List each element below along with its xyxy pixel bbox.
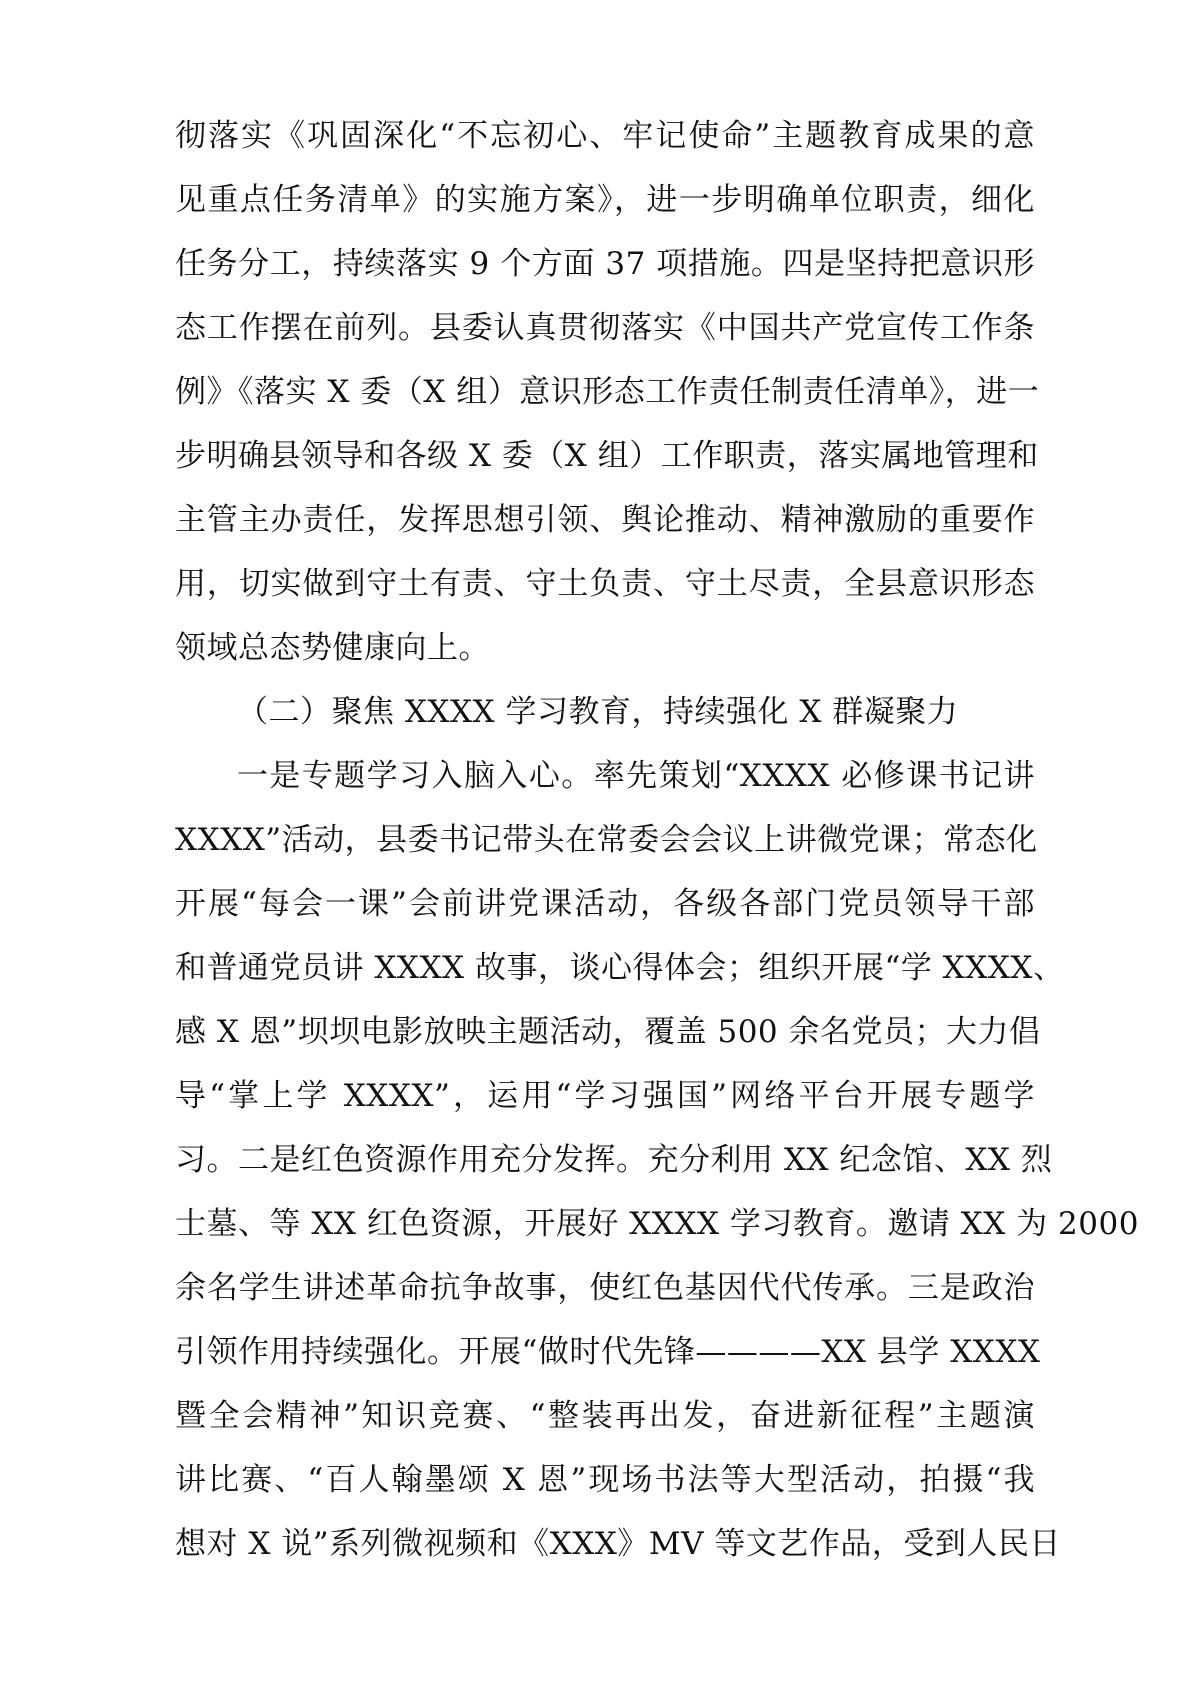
text-line: 余名学生讲述革命抗争故事，使红色基因代代传承。三是政治 bbox=[175, 1270, 1035, 1306]
text-line: 习。二是红色资源作用充分发挥。充分利用 XX 纪念馆、XX 烈 bbox=[175, 1142, 1053, 1178]
text-line: 主管主办责任，发挥思想引领、舆论推动、精神激励的重要作 bbox=[175, 502, 1035, 538]
paragraph-first-line: 一是专题学习入脑入心。率先策划“XXXX 必修课书记讲 bbox=[237, 758, 1035, 794]
text-line: 暨全会精神”知识竞赛、“整装再出发，奋进新征程”主题演 bbox=[175, 1398, 1035, 1434]
text-line: 开展“每会一课”会前讲党课活动，各级各部门党员领导干部 bbox=[175, 886, 1035, 922]
text-line: 用，切实做到守土有责、守土负责、守土尽责，全县意识形态 bbox=[175, 566, 1035, 602]
text-line: 态工作摆在前列。县委认真贯彻落实《中国共产党宣传工作条 bbox=[175, 310, 1035, 346]
text-line: 彻落实《巩固深化“不忘初心、牢记使命”主题教育成果的意 bbox=[175, 118, 1035, 154]
text-line: 例》《落实 X 委（X 组）意识形态工作责任制责任清单》，进一 bbox=[175, 374, 1040, 410]
text-line: 感 X 恩”坝坝电影放映主题活动，覆盖 500 余名党员；大力倡 bbox=[175, 1014, 1041, 1050]
text-line: 士墓、等 XX 红色资源，开展好 XXXX 学习教育。邀请 XX 为 2000 bbox=[175, 1206, 1139, 1242]
text-line: 领域总态势健康向上。 bbox=[175, 630, 490, 666]
text-line: 和普通党员讲 XXXX 故事，谈心得体会；组织开展“学 XXXX、 bbox=[175, 950, 1065, 986]
text-line: 导“掌上学 XXXX”，运用“学习强国”网络平台开展专题学 bbox=[175, 1078, 1035, 1114]
text-line: XXXX”活动，县委书记带头在常委会会议上讲微党课；常态化 bbox=[175, 822, 1038, 858]
text-line: 任务分工，持续落实 9 个方面 37 项措施。四是坚持把意识形 bbox=[175, 246, 1035, 282]
section-heading: （二）聚焦 XXXX 学习教育，持续强化 X 群凝聚力 bbox=[237, 694, 959, 730]
text-line: 引领作用持续强化。开展“做时代先锋————XX 县学 XXXX bbox=[175, 1334, 1041, 1370]
text-line: 讲比赛、“百人翰墨颂 X 恩”现场书法等大型活动，拍摄“我 bbox=[175, 1462, 1035, 1498]
text-line: 步明确县领导和各级 X 委（X 组）工作职责，落实属地管理和 bbox=[175, 438, 1039, 474]
text-line: 想对 X 说”系列微视频和《XXX》MV 等文艺作品，受到人民日 bbox=[175, 1526, 1061, 1562]
text-line: 见重点任务清单》的实施方案》，进一步明确单位职责，细化 bbox=[175, 182, 1035, 218]
